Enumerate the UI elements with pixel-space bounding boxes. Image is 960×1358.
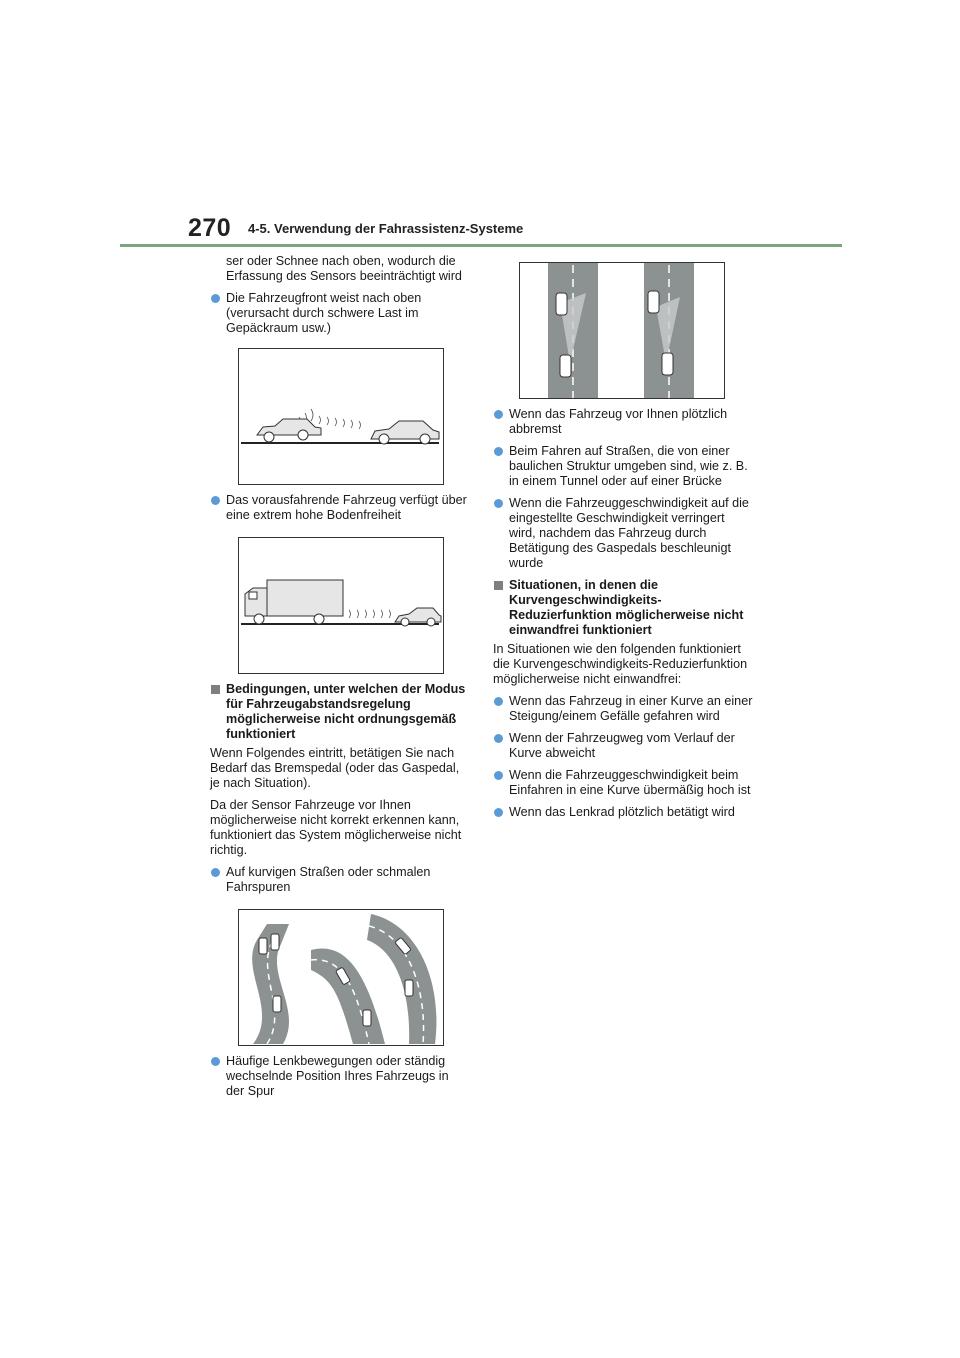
bullet-ground-clearance: Das vorausfahrende Fahrzeug verfügt über eine extrem hohe Bodenfreiheit — [210, 493, 470, 523]
bullet-path-deviates: Wenn der Fahrzeugweg vom Verlauf der Kurve abweicht — [493, 731, 753, 761]
header-rule — [120, 244, 842, 247]
continued-text: ser oder Schnee nach oben, wodurch die Erfassung des Sensors beeinträchtigt wird — [226, 254, 462, 283]
figure-sudden-braking — [519, 262, 725, 399]
bullet-speed-high: Wenn die Fahrzeuggeschwindigkeit beim Einfahren in eine Kurve übermäßig hoch ist — [493, 768, 753, 798]
heading-distance-mode: Bedingungen, unter welchen der Modus für Fahrzeugabstandsregelung möglicherweise nicht ordnungsgemäß funktioniert — [210, 682, 470, 742]
bullet-slope: Wenn das Fahrzeug in einer Kurve an einer Steigung/einem Gefälle gefahren wird — [493, 694, 753, 724]
bullet-speed-reduced: Wenn die Fahrzeuggeschwindigkeit auf die eingestellte Geschwindigkeit verringert wird, nachdem das Fahrzeug durch Betätigung des Gaspedals beschleunigt wurde — [493, 496, 753, 571]
page-number: 270 — [188, 214, 232, 242]
sudden-braking-illustration — [520, 263, 724, 398]
truck-icon — [245, 580, 343, 624]
para-curve-intro: In Situationen wie den folgenden funktioniert die Kurvengeschwindigkeits-Reduzierfunktion möglicherweise nicht einwandfrei: — [493, 642, 748, 686]
para-sensor: Da der Sensor Fahrzeuge vor Ihnen möglicherweise nicht korrekt erkennen kann, funktioniert das System möglicherweise nicht richtig. — [210, 798, 462, 857]
bullet-steering-frequent: Häufige Lenkbewegungen oder ständig wechselnde Position Ihres Fahrzeugs in der Spur — [210, 1054, 470, 1099]
bullet-front-up: Die Fahrzeugfront weist nach oben (verursacht durch schwere Last im Gepäckraum usw.) — [210, 291, 470, 336]
para-brake: Wenn Folgendes eintritt, betätigen Sie nach Bedarf das Bremspedal (oder das Gaspedal, je nach Situation). — [210, 746, 460, 790]
bullet-sudden-steer: Wenn das Lenkrad plötzlich betätigt wird — [493, 805, 753, 820]
left-column — [210, 254, 470, 1106]
own-car-icon — [257, 419, 321, 442]
bullet-curvy-roads: Auf kurvigen Straßen oder schmalen Fahrspuren — [210, 865, 470, 895]
figure-following-vehicle-raised — [238, 348, 444, 485]
figure-curvy-roads — [238, 909, 444, 1046]
bullet-sudden-brake: Wenn das Fahrzeug vor Ihnen plötzlich abbremst — [493, 407, 753, 437]
preceding-car-icon — [371, 421, 439, 444]
right-column — [493, 254, 753, 827]
heading-curve-speed: Situationen, in denen die Kurvengeschwindigkeits-Reduzierfunktion möglicherweise nicht einwandfrei funktioniert — [493, 578, 753, 638]
raised-front-illustration — [239, 349, 443, 484]
figure-truck-ground-clearance — [238, 537, 444, 674]
bullet-tunnel: Beim Fahren auf Straßen, die von einer baulichen Struktur umgeben sind, wie z. B. in einem Tunnel oder auf einer Brücke — [493, 444, 753, 489]
truck-illustration — [239, 538, 443, 673]
section-title: 4-5. Verwendung der Fahrassistenz-Systeme — [248, 221, 524, 236]
curvy-roads-illustration — [239, 910, 443, 1045]
